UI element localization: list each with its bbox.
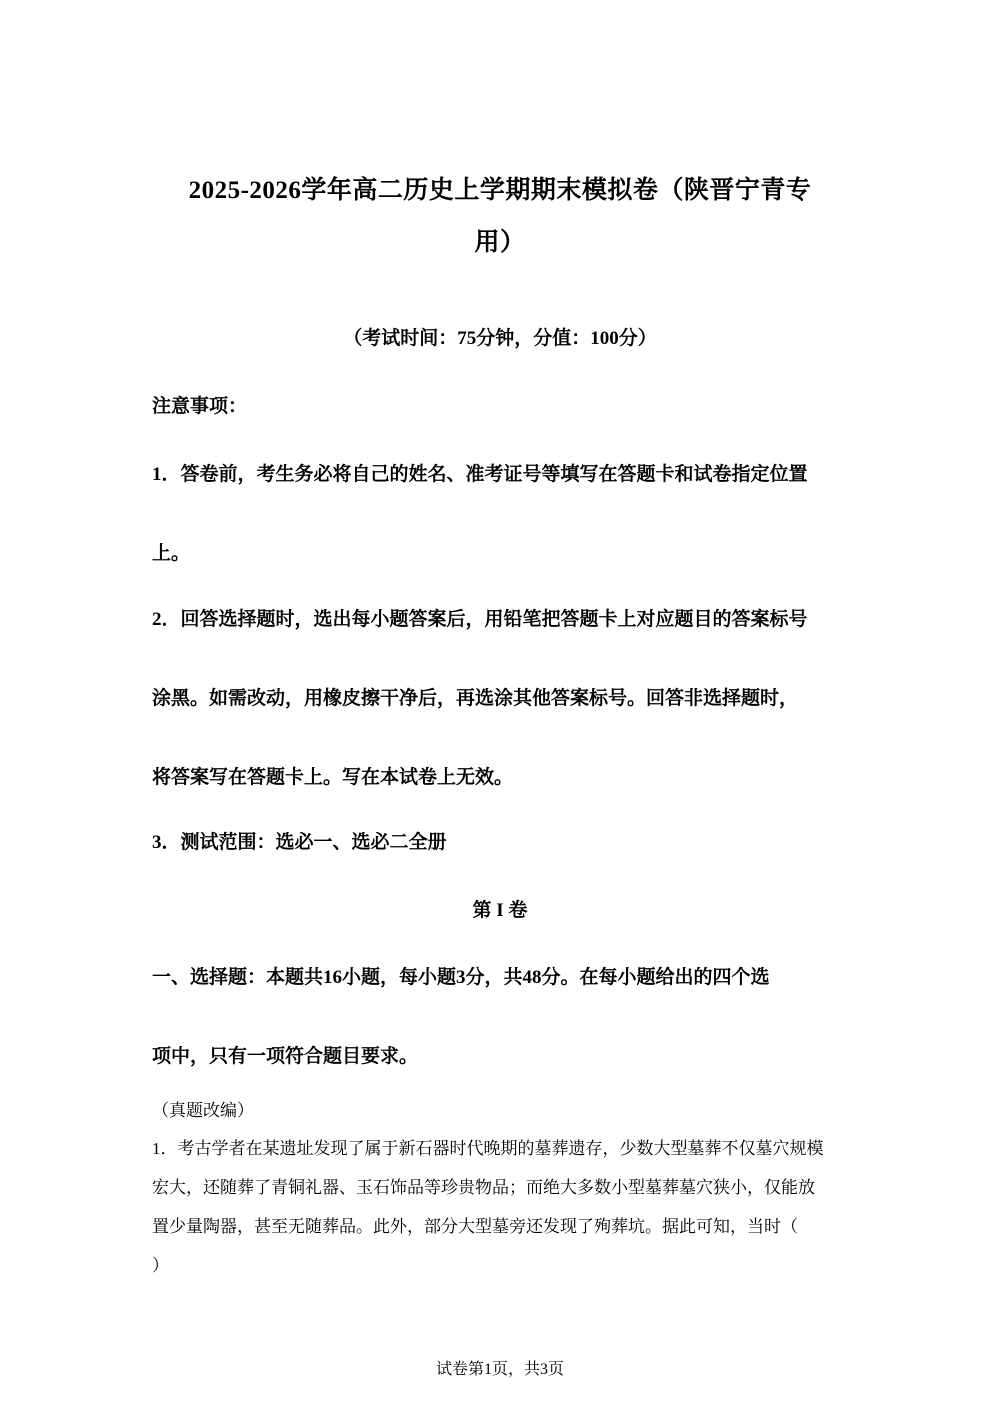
- notice-item-1-line2: 上。: [152, 543, 191, 564]
- question-1-line2: 宏大，还随葬了青铜礼器、玉石饰品等珍贵物品；而绝大多数小型墓葬墓穴狭小，仅能放: [152, 1178, 815, 1197]
- exam-title-line1: 2025-2026学年高二历史上学期期末模拟卷（陕晋宁青专: [188, 177, 812, 204]
- section-heading-line2: 项中，只有一项符合题目要求。: [152, 1046, 419, 1067]
- question-1-line1: 1．考古学者在某遗址发现了属于新石器时代晚期的墓葬遗存，少数大型墓葬不仅墓穴规模: [152, 1139, 824, 1158]
- section-heading-line1: 一、选择题：本题共16小题，每小题3分，共48分。在每小题给出的四个选: [152, 967, 770, 988]
- question-1-line4: ）: [152, 1256, 169, 1275]
- notice-item-1-line1: 1．答卷前，考生务必将自己的姓名、准考证号等填写在答题卡和试卷指定位置: [152, 464, 808, 485]
- notice-item-2-line2: 涂黑。如需改动，用橡皮擦干净后，再选涂其他答案标号。回答非选择题时，: [152, 688, 799, 709]
- exam-info: （考试时间：75分钟，分值：100分）: [343, 328, 657, 349]
- notice-heading: 注意事项：: [152, 396, 248, 417]
- notice-item-2-line3: 将答案写在答题卡上。写在本试卷上无效。: [152, 767, 514, 788]
- notice-item-3: 3．测试范围：选必一、选必二全册: [152, 832, 447, 853]
- notice-item-2-line1: 2．回答选择题时，选出每小题答案后，用铅笔把答题卡上对应题目的答案标号: [152, 609, 808, 630]
- exam-title-line2: 用）: [474, 229, 526, 256]
- page-footer: 试卷第1页，共3页: [435, 1361, 564, 1378]
- question-source: （真题改编）: [152, 1101, 254, 1120]
- question-1-line3: 置少量陶器，甚至无随葬品。此外，部分大型墓旁还发现了殉葬坑。据此可知，当时（: [152, 1217, 798, 1236]
- volume-label: 第 I 卷: [472, 900, 528, 921]
